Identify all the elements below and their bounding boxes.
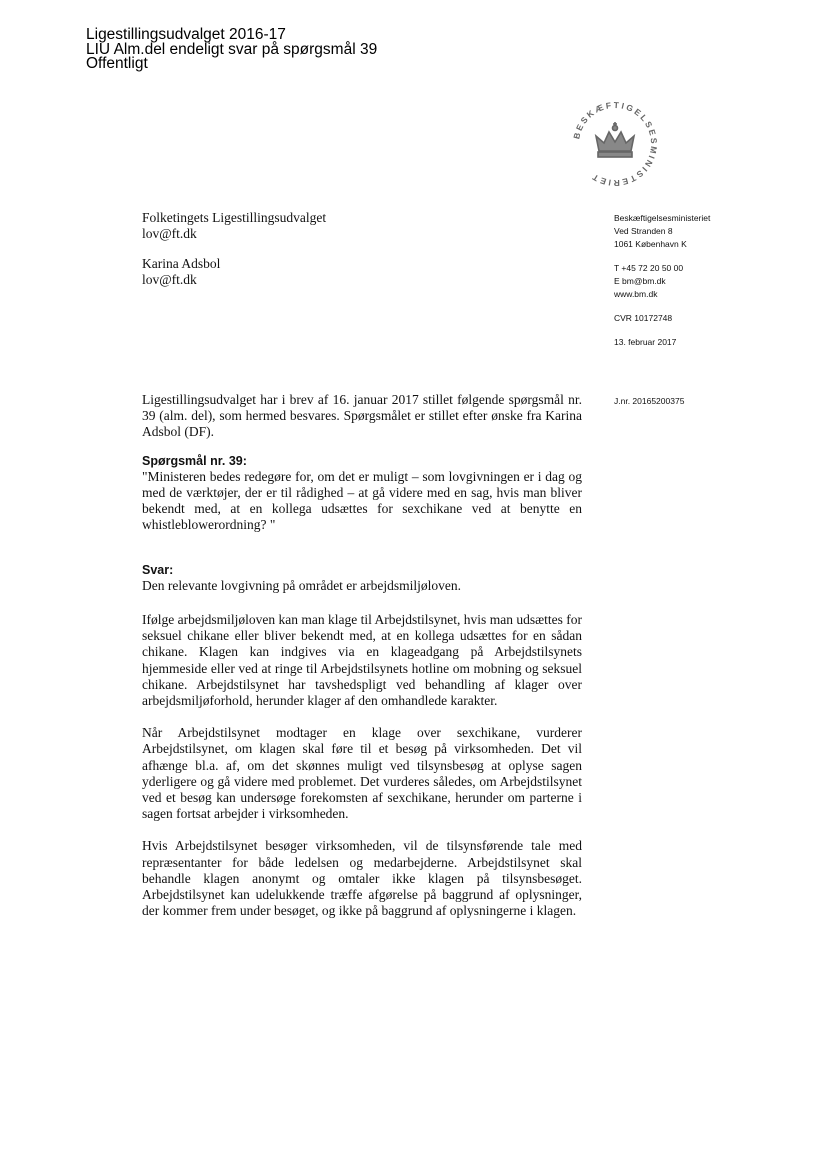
journal-number: J.nr. 20165200375 xyxy=(614,396,685,406)
answer-intro: Den relevante lovgivning på området er arbejdsmiljøloven. xyxy=(142,577,462,593)
letter-date: 13. februar 2017 xyxy=(614,337,677,347)
crown-icon xyxy=(596,122,634,157)
answer-paragraph-2: Når Arbejdstilsynet modtager en klage over sexchikane, vurderer Arbejdstilsynet, om klagen skal føre til et besøg på virksomheden. Det vil afhænge bl.a. af, om det skønnes muligt ved tilsynsbesøg at oplyse sagen yderligere og gå videre med problemet. Det vurderes således, om Arbejdstilsynet ved et besøg kan undersøge forekomsten af sexchikane, herunder om parterne i sagen fortsat arbejder i virksomheden. xyxy=(142,725,582,822)
sender-street: Ved Stranden 8 xyxy=(614,226,673,236)
header-committee: Ligestillingsudvalget 2016-17 xyxy=(86,26,286,43)
answer-heading: Svar: xyxy=(142,562,174,577)
header-reference: LIU Alm.del endeligt svar på spørgsmål 39 xyxy=(86,40,378,58)
document-header xyxy=(86,28,377,72)
sender-city: 1061 København K xyxy=(614,239,687,249)
sender-email[interactable]: E bm@bm.dk xyxy=(614,276,666,286)
answer-paragraph-1: Ifølge arbejdsmiljøloven kan man klage til Arbejdstilsynet, hvis man udsættes for seksuel chikane eller bliver bekendt med, at en kollega udsættes for en sådan chikane. Klagen kan indgives via en klageadgang på Arbejdstilsynets hjemmeside eller ved at ringe til Arbejdstilsynets hotline om mobning og seksuel chikane. Arbejdstilsynet har tavshedspligt ved behandling af klager over arbejdsmiljøforhold, herunder klager af den omhandlede karakter. xyxy=(142,612,582,709)
answer-paragraph-3: Hvis Arbejdstilsynet besøger virksomheden, vil de tilsynsførende tale med repræsentanter for både ledelsen og medarbejderne. Arbejdstilsynet skal behandle klagen anonymt og omtaler ikke klagen på tilsynsbesøget. Arbejdstilsynet kan udelukkende træffe afgørelse på baggrund af oplysninger, der kommer frem under besøget, og ikke på baggrund af oplysningerne i klagen. xyxy=(142,838,582,919)
sender-web[interactable]: www.bm.dk xyxy=(614,289,658,299)
question-heading: Spørgsmål nr. 39: xyxy=(142,453,247,468)
sender-phone: T +45 72 20 50 00 xyxy=(614,263,684,273)
intro-paragraph: Ligestillingsudvalget har i brev af 16. januar 2017 stillet følgende spørgsmål nr. 39 (alm. del), som hermed besvares. Spørgsmålet er stillet efter ønske fra Karina Adsbol (DF). xyxy=(142,392,582,440)
logo-text: BESKÆFTIGELSESMINISTERIET xyxy=(571,99,660,189)
recipient-block xyxy=(142,210,326,288)
header-status: Offentligt xyxy=(86,55,148,72)
sender-cvr: CVR 10172748 xyxy=(614,313,673,323)
recipient-org-email[interactable]: lov@ft.dk xyxy=(142,226,197,241)
recipient-person: Karina Adsbol xyxy=(142,256,221,271)
sender-name: Beskæftigelsesministeriet xyxy=(614,213,711,223)
question-text: "Ministeren bedes redegøre for, om det er muligt – som lovgivningen er i dag og med de værktøjer, der er til rådighed – at gå videre med en sag, hvis man bliver bekendt med, at en kollega udsættes for sexchikane ved at benytte en whistleblowerordning? " xyxy=(142,468,582,533)
recipient-org: Folketingets Ligestillingsudvalget xyxy=(142,210,327,225)
letter-body xyxy=(142,392,582,935)
ministry-logo xyxy=(567,96,663,192)
recipient-person-email[interactable]: lov@ft.dk xyxy=(142,272,197,287)
sender-block xyxy=(614,212,710,349)
